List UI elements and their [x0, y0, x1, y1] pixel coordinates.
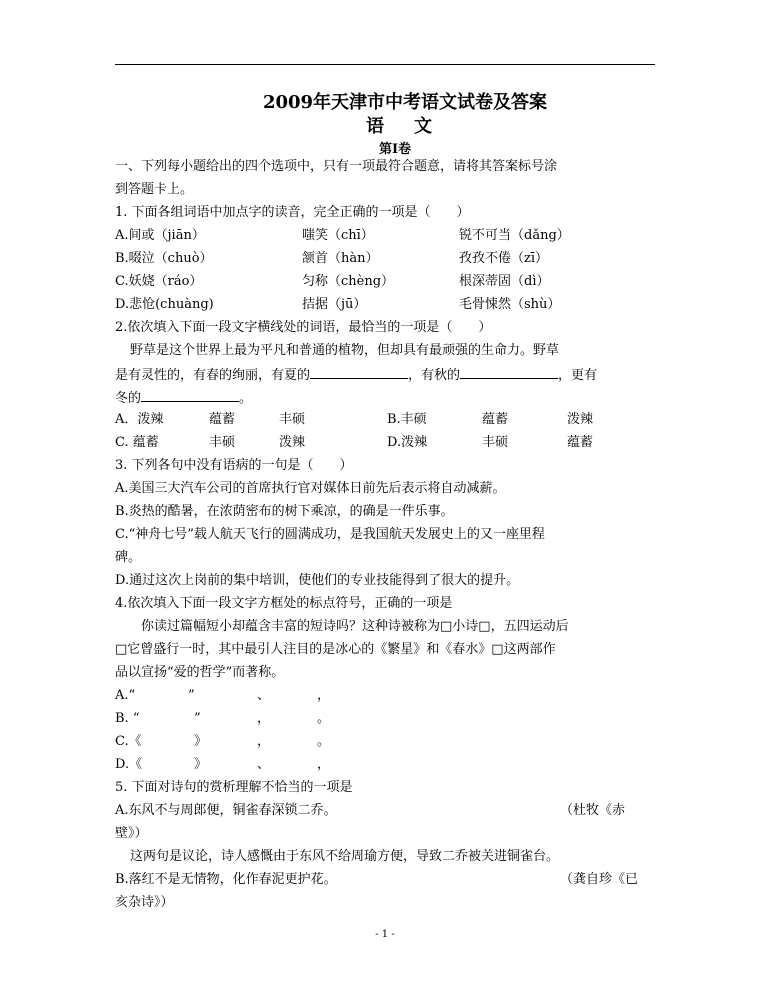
page-title: 2009年天津市中考语文试卷及答案	[262, 92, 548, 113]
q5-option-b-source-cont: 亥杂诗》）	[115, 895, 174, 910]
subject-heading: 语文	[366, 116, 462, 137]
q4-option-b-1: B. “	[115, 711, 140, 726]
q4-option-a-3: 、	[257, 688, 271, 703]
q1-option-c-2: 匀称（chèng）	[302, 274, 395, 289]
q2-option-d-2: 丰硕	[482, 435, 509, 450]
q3-option-c: C.“神舟七号”载人航天飞行的圆满成功，是我国航天发展史上的又一座里程	[115, 527, 545, 542]
q4-option-d-3: 、	[257, 757, 271, 772]
q2-text-b: ，有秋的	[408, 368, 461, 383]
q2-blank-3	[141, 387, 239, 402]
q4-option-c-3: ，	[257, 734, 271, 749]
q5-option-a-source-cont: 壁》）	[115, 826, 148, 841]
q2-option-d-3: 蕴蓄	[567, 435, 594, 450]
q4-passage-line1: 你读过篇幅短小却蕴含丰富的短诗吗？这种诗被称为□小诗□，五四运动后	[141, 619, 569, 634]
q4-option-a-1: A.“	[115, 688, 136, 703]
q2-passage-line2	[115, 364, 597, 386]
q5-option-a: A.东风不与周郎便，铜雀春深锁二乔。	[115, 803, 337, 818]
q2-blank-2	[460, 364, 558, 379]
part1-instruction-cont: 到答题卡上。	[115, 182, 194, 197]
q2-text-d: 冬的	[115, 391, 142, 406]
q1-option-b-3: 孜孜不倦（zī）	[459, 251, 549, 266]
q4-option-b-3: ，	[257, 711, 271, 726]
q1-stem: 1. 下面各组词语中加点字的读音，完全正确的一项是（ ）	[115, 205, 470, 220]
page-number: - 1 -	[375, 929, 395, 940]
q2-text-e: 。	[239, 391, 253, 406]
q1-option-b-1: B.啜泣（chuò）	[115, 251, 213, 266]
q2-text-c: ，更有	[558, 368, 598, 383]
q1-option-b-2: 颔首（hàn）	[302, 251, 379, 266]
q2-passage-line3	[115, 387, 252, 409]
q1-option-c-1: C.妖娆（ráo）	[115, 274, 203, 289]
q4-option-d-1: D.《	[115, 757, 143, 772]
q2-stem: 2.依次填入下面一段文字横线处的词语，最恰当的一项是（ ）	[115, 320, 492, 335]
q4-passage-line3: 品以宣扬“爱的哲学”而著称。	[115, 665, 285, 680]
q2-option-c-3: 泼辣	[279, 435, 306, 450]
q2-option-b-1: B.丰硕	[387, 412, 427, 427]
q4-option-c-4: 。	[317, 734, 331, 749]
q2-option-d-1: D.泼辣	[387, 435, 428, 450]
section-heading: 第Ⅰ卷	[378, 142, 412, 157]
q4-option-c-2: 》	[194, 734, 208, 749]
q4-option-c-1: C.《	[115, 734, 142, 749]
q1-option-a-2: 嗤笑（chī）	[302, 228, 374, 243]
q5-option-a-explanation: 这两句是议论，诗人感慨由于东风不给周瑜方便，导致二乔被关进铜雀台。	[130, 849, 560, 864]
q4-option-b-2: ”	[194, 711, 201, 726]
q2-option-b-3: 泼辣	[567, 412, 594, 427]
part1-instruction: 一、下列每小题给出的四个选项中，只有一项最符合题意，请将其答案标号涂	[115, 159, 558, 174]
q5-option-b-source: （龚自珍《已	[560, 872, 639, 887]
q4-option-a-4: ，	[317, 688, 331, 703]
q3-option-d: D.通过这次上岗前的集中培训，使他们的专业技能得到了很大的提升。	[115, 573, 520, 588]
q4-passage-line2: □它曾盛行一时，其中最引人注目的是冰心的《繁星》和《春水》□这两部作	[115, 642, 556, 657]
q1-option-d-3: 毛骨悚然（shù）	[459, 297, 561, 312]
q1-option-d-2: 拮据（jū）	[302, 297, 367, 312]
q3-option-b: B.炎热的酷暑，在浓荫密布的树下乘凉，的确是一件乐事。	[115, 504, 454, 519]
q5-option-a-source: （杜牧《赤	[560, 803, 626, 818]
q3-option-a: A.美国三大汽车公司的首席执行官对媒体日前先后表示将自动减薪。	[115, 481, 506, 496]
q2-option-a-2: 蕴蓄	[209, 412, 236, 427]
q1-option-c-3: 根深蒂固（dì）	[459, 274, 550, 289]
q1-option-a-1: A.间或（jiān）	[115, 228, 205, 243]
q3-stem: 3. 下列各句中没有语病的一句是（ ）	[115, 458, 353, 473]
q4-stem: 4.依次填入下面一段文字方框处的标点符号，正确的一项是	[115, 596, 453, 611]
q4-option-b-4: 。	[317, 711, 331, 726]
q1-option-a-3: 锐不可当（dǎng）	[459, 228, 570, 243]
q2-passage-line1: 野草是这个世界上最为平凡和普通的植物，但却具有最顽强的生命力。野草	[130, 343, 560, 358]
q5-stem: 5. 下面对诗句的赏析理解不恰当的一项是	[115, 780, 353, 795]
q2-option-b-2: 蕴蓄	[482, 412, 509, 427]
q2-option-c-2: 丰硕	[209, 435, 236, 450]
q1-option-d-1: D.悲怆(chuàng)	[115, 297, 214, 312]
q4-option-d-4: ，	[317, 757, 331, 772]
q2-blank-1	[310, 364, 408, 379]
q5-option-b: B.落红不是无情物，化作春泥更护花。	[115, 872, 337, 887]
q2-option-a-3: 丰硕	[279, 412, 306, 427]
q2-text-a: 是有灵性的，有春的绚丽，有夏的	[115, 368, 311, 383]
q4-option-d-2: 》	[194, 757, 208, 772]
q2-option-c-1: C. 蕴蓄	[115, 435, 159, 450]
q2-option-a-1: A．泼辣	[115, 412, 164, 427]
q3-option-c-cont: 碑。	[115, 550, 142, 565]
q4-option-a-2: ”	[188, 688, 195, 703]
header-rule	[115, 64, 655, 65]
